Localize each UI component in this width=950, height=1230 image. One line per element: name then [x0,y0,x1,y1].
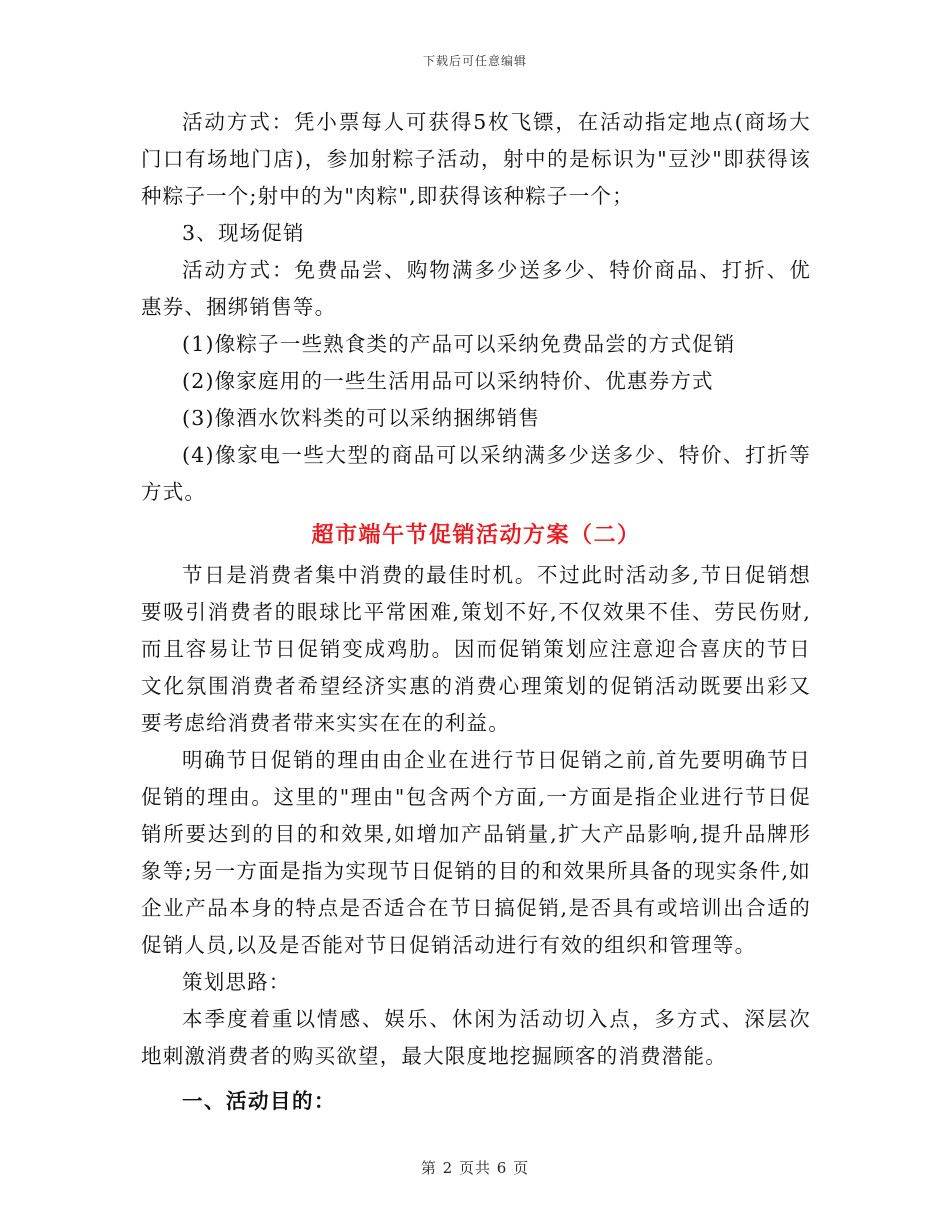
body-paragraph: 节日是消费者集中消费的最佳时机。不过此时活动多,节日促销想要吸引消费者的眼球比平常困难,策划不好,不仅效果不佳、劳民伤财,而且容易让节日促销变成鸡肋。因而促销策划应注意迎合喜庆的节日文化氛围消费者希望经济实惠的消费心理策划的促销活动既要出彩又要考虑给消费者带来实实在在的利益。 [141,563,811,735]
body-paragraph: 明确节日促销的理由由企业在进行节日促销之前,首先要明确节日促销的理由。这里的"理由"包含两个方面,一方面是指企业进行节日促销所要达到的目的和效果,如增加产品销量,扩大产品影响,提升品牌形象等;另一方面是指为实现节日促销的目的和效果所具备的现实条件,如企业产品本身的特点是否适合在节日搞促销,是否具有或培训出合适的促销人员,以及是否能对节日促销活动进行有效的组织和管理等。 [141,748,811,957]
page-header: 下载后可任意编辑 [422,54,527,68]
activity-method-paragraph: 活动方式：凭小票每人可获得5枚飞镖，在活动指定地点(商场大门口有场地门店)，参加射粽子活动，射中的是标识为"豆沙"即获得该种粽子一个;射中的为"肉粽",即获得该种粽子一个； [141,110,811,208]
list-item: (1)像粽子一些熟食类的产品可以采纳免费品尝的方式促销 [182,332,736,356]
body-paragraph: 本季度着重以情感、娱乐、休闲为活动切入点，多方式、深层次地刺激消费者的购买欲望，最大限度地挖掘顾客的消费潜能。 [141,1007,811,1068]
list-item: (3)像酒水饮料类的可以采纳捆绑销售 [182,406,541,430]
section-3-heading: 3、现场促销 [182,221,305,245]
planning-idea-label: 策划思路： [182,970,291,994]
page-footer: 第 2 页共 6 页 [420,1159,530,1177]
document-body [141,104,811,1120]
section-one-heading: 一、活动目的： [182,1089,336,1113]
list-item: (4)像家电一些大型的商品可以采纳满多少送多少、特价、打折等方式。 [141,443,811,504]
document-title: 超市端午节促销活动方案（二） [311,522,641,548]
list-item: (2)像家庭用的一些生活用品可以采纳特价、优惠券方式 [182,369,714,393]
section-3-intro: 活动方式：免费品尝、购物满多少送多少、特价商品、打折、优惠券、捆绑销售等。 [141,258,811,319]
